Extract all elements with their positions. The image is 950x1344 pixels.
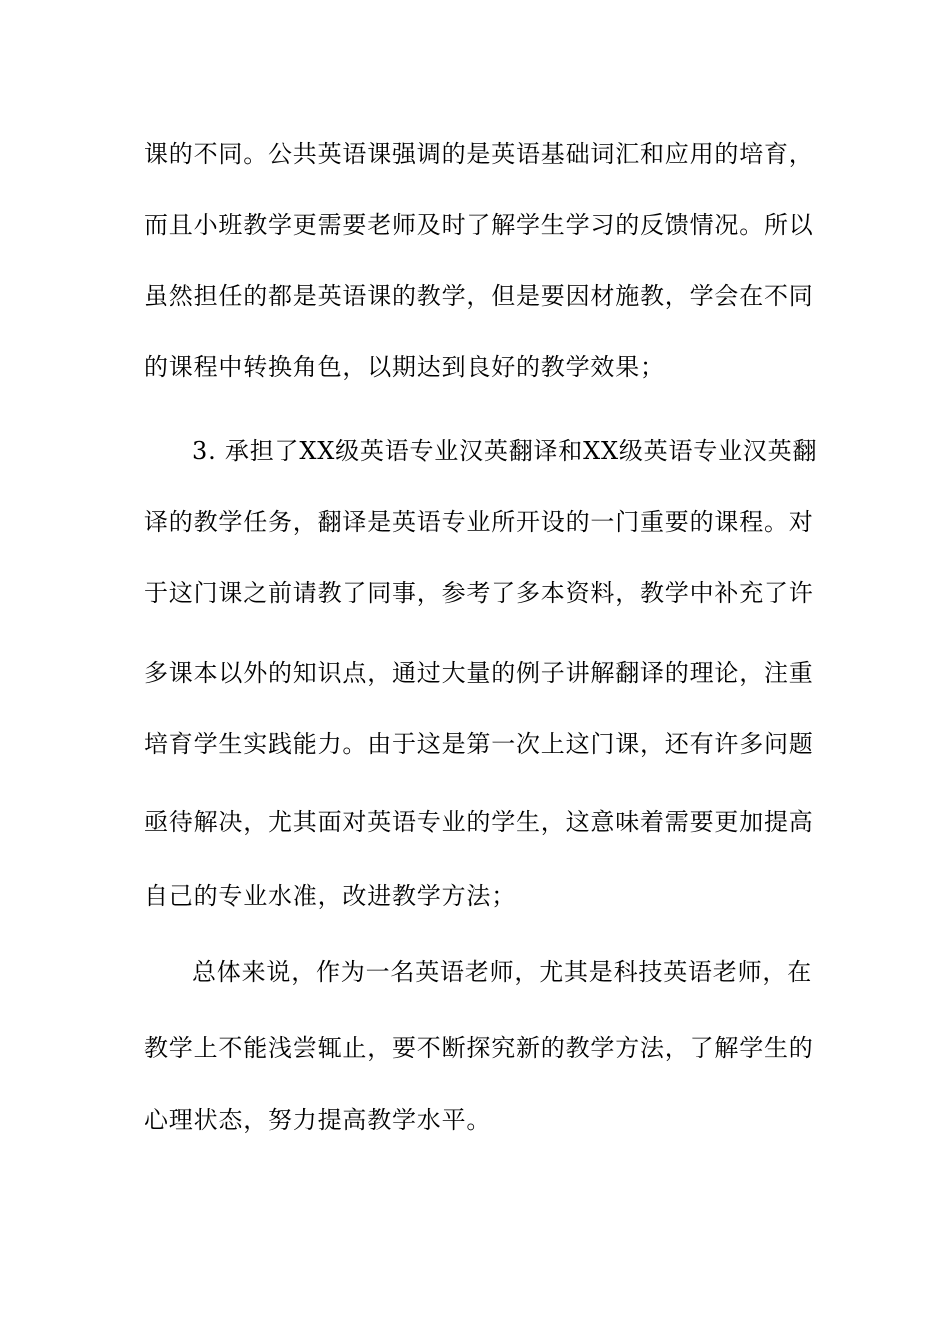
paragraph-3-line-3: 心理状态，努力提高教学水平。	[144, 1106, 492, 1134]
paragraph-2-line-6: 亟待解决，尤其面对英语专业的学生，这意味着需要更加提高	[144, 808, 814, 836]
paragraph-3-line-1: 总体来说，作为一名英语老师，尤其是科技英语老师，在	[192, 958, 812, 986]
paragraph-3-line-2: 教学上不能浅尝辄止，要不断探究新的教学方法，了解学生的	[144, 1034, 814, 1062]
paragraph-2-line-1: 3. 承担了XX级英语专业汉英翻译和XX级英语专业汉英翻	[192, 437, 818, 465]
paragraph-2-line-5: 培育学生实践能力。由于这是第一次上这门课，还有许多问题	[144, 730, 814, 758]
paragraph-1-line-3: 虽然担任的都是英语课的教学，但是要因材施教，学会在不同	[144, 282, 814, 310]
paragraph-2-line-3: 于这门课之前请教了同事，参考了多本资料，教学中补充了许	[144, 579, 814, 607]
paragraph-1-line-1: 课的不同。公共英语课强调的是英语基础词汇和应用的培育，	[144, 140, 814, 168]
paragraph-2-line-7: 自己的专业水准，改进教学方法；	[144, 882, 516, 910]
paragraph-1-line-2: 而且小班教学更需要老师及时了解学生学习的反馈情况。所以	[144, 211, 814, 239]
paragraph-2-line-2: 译的教学任务，翻译是英语专业所开设的一门重要的课程。对	[144, 508, 814, 536]
paragraph-1-line-4: 的课程中转换角色，以期达到良好的教学效果；	[144, 353, 665, 381]
paragraph-2-line-4: 多课本以外的知识点，通过大量的例子讲解翻译的理论，注重	[144, 659, 814, 687]
